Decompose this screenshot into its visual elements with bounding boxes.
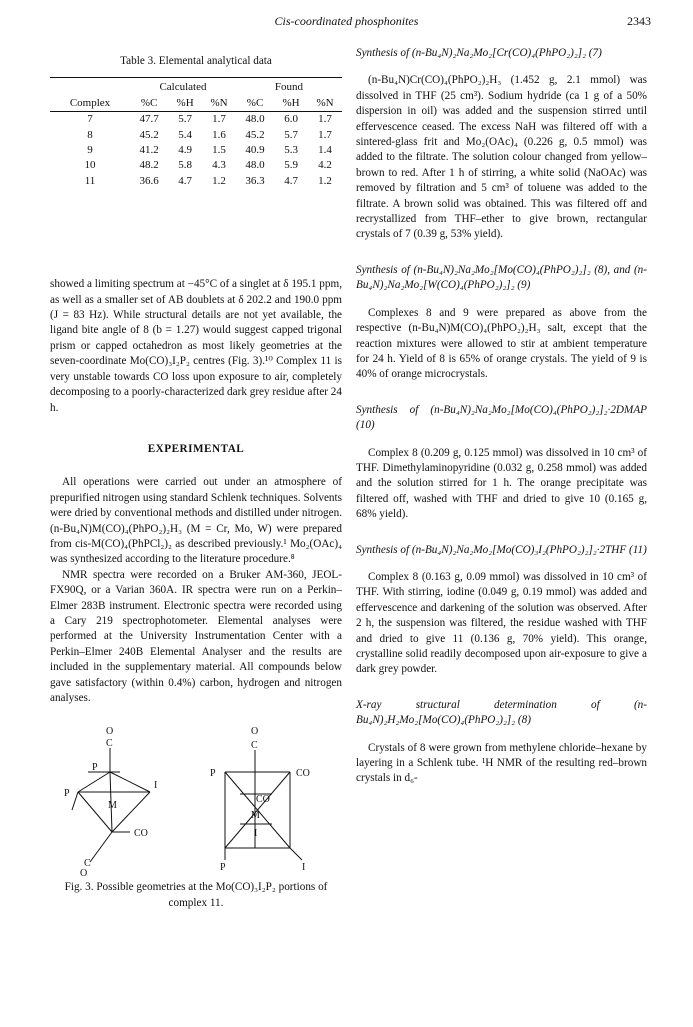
synthesis-11-body: Complex 8 (0.163 g, 0.09 mmol) was dissolved in 10 cm³ of THF. With stirring, iodine (0.049 g, 0.19 mmol) was added and effervescence and darkening of the solution was observed. After 2 h, the suspension was filtered, the residue washed with THF and dried to give 11 (0.136 g, 70% yield). This orange, crystalline solid readily decomposed upon air-exposure to give a dark grey powder.	[356, 570, 647, 676]
table-cell: 41.2	[139, 144, 159, 157]
table-cell: 5.7	[178, 113, 192, 126]
table-cell-complex: 11	[84, 174, 96, 187]
group-calculated: Calculated	[159, 81, 207, 94]
table-cell: 1.2	[212, 174, 226, 187]
fig-label-p: P	[92, 762, 98, 774]
table-row	[50, 112, 342, 128]
table-cell: 1.6	[212, 128, 226, 141]
experimental-heading: EXPERIMENTAL	[147, 442, 245, 455]
table-cell: 4.7	[284, 174, 298, 187]
table-cell: 40.9	[245, 144, 265, 157]
table-cell: 36.3	[245, 174, 265, 187]
table-cell: 5.8	[178, 159, 192, 172]
table-cell: 5.7	[284, 128, 298, 141]
table-cell-complex: 7	[87, 113, 93, 126]
experimental-paragraph-2: NMR spectra were recorded on a Bruker AM-360, JEOL-FX90Q, or a Varian 360A. IR spectra were run on a Perkin–Elmer 283B instrument. Electronic spectra were recorded using a Cary 219 spectrophotometer. Elemental analyses were performed at the University Instrumentation Center with a Perkin–Elmer 240B Elemental Analyser and the results are included in the supplementary material. All compounds below gave satisfactory (within 0.4%) carbon, hydrogen and nitrogen analyses.	[50, 568, 342, 704]
table-cell: 1.7	[318, 113, 332, 126]
fig-label-o: O	[106, 726, 114, 738]
fig-label-p: P	[210, 768, 216, 780]
xray-body: Crystals of 8 were grown from methylene chloride–hexane by layering in a Schlenk tube. ¹H NMR of the resulting red–brown crystals in d₆-	[356, 741, 647, 785]
figure-3-geometries	[50, 720, 342, 880]
table-cell: 45.2	[139, 128, 159, 141]
table-cell: 4.2	[318, 159, 332, 172]
synthesis-10-body: Complex 8 (0.209 g, 0.125 mmol) was dissolved in 10 cm³ of THF. Dimethylaminopyridine (0.032 g, 0.258 mmol) was added and the solution stirred for 1 h. The orange precipitate was filtered off, washed with THF and dried to give 10 (0.165 g, 68% yield).	[356, 446, 647, 521]
table-cell-complex: 10	[84, 159, 96, 172]
fig-label-c: C	[106, 738, 113, 750]
fig-label-i: I	[254, 828, 258, 840]
experimental-paragraph-1: All operations were carried out under an atmosphere of prepurified nitrogen using standard Schlenk techniques. Solvents were dried by conventional methods and distilled under nitrogen. (n-Bu₄N)M(CO)₄(PhPO₂)₂H₃ (M = Cr, Mo, W) were prepared from cis-M(CO)₄(PhPCl₂)₂ as described previously.¹ Mo₂(OAc)₄ was synthesized according to the literature procedure.⁸	[50, 476, 342, 566]
table-cell: 6.0	[284, 113, 298, 126]
fig-label-c: C	[251, 740, 258, 752]
elemental-analysis-table	[50, 77, 342, 189]
synthesis-8-9-heading: Synthesis of (n-Bu₄N)₂Na₂Mo₂[Mo(CO)₄(PhPO₂)₂]₂ (8), and (n-Bu₄N)₂Na₂Mo₂[W(CO)₄(PhPO₂)₂]₂ (9)	[356, 263, 647, 292]
running-header	[0, 14, 693, 30]
xray-heading: X-ray structural determination of (n-Bu₄N)₂H₂Mo₂[Mo(CO)₄(PhPO₂)₂]₂ (8)	[356, 698, 647, 727]
table-column-header: Complex %C %H %N %C %H %N	[50, 96, 342, 112]
table-caption: Table 3. Elemental analytical data	[120, 55, 272, 67]
table-cell: 4.7	[178, 174, 192, 187]
fig-label-c: C	[84, 858, 91, 870]
left-column	[50, 54, 342, 911]
table-cell: 45.2	[245, 128, 265, 141]
table-row	[50, 158, 342, 173]
col-complex: Complex	[50, 96, 130, 112]
synthesis-8-9-body: Complexes 8 and 9 were prepared as above from the respective (n-Bu₄N)M(CO)₄(PhPO₂)₂H₃ salt, except that the reaction mixtures were allowed to stir at ambient temperature for 24 h. Yield of 8 is 65% of orange crystals. The yield of 9 is 40% of orange microcrystals.	[356, 306, 647, 381]
table-body	[50, 112, 342, 190]
synthesis-7-body: (n-Bu₄N)Cr(CO)₄(PhPO₂)₂H₃ (1.452 g, 2.1 mmol) was dissolved in THF (25 cm³). Sodium hydride (ca 1 g of a 50% dispersion in oil) was added and the suspension stirred until effervescence ceased. The excess NaH was filtered off with a sintered-glass frit and Mo₂(OAc)₄ (0.226 g, 0.5 mmol) was added to the filtrate. The solution colour changed from yellow–brown to red. After 1 h of stirring, a white solid (NaOAc) was removed by filtration and 5 cm³ of toluene was added to the filtrate. A brown solid was obtained. This was filtered off and recrystallized from THF–ether to give brown, rectangular crystals of 7 (0.39 g, 53% yield).	[356, 74, 647, 241]
table-cell: 48.0	[245, 113, 265, 126]
fig-label-co: CO	[256, 794, 270, 806]
table-cell: 1.2	[318, 174, 332, 187]
fig-label-p: P	[220, 862, 226, 874]
discussion-paragraph: showed a limiting spectrum at −45°C of a singlet at δ 195.1 ppm, as well as a smaller set of AB doublets at δ 202.2 and 190.0 ppm (J = 83 Hz). While structural details are not yet available, the ligand bite angle of 8 (b = 1.27) would suggest capped trigonal prism or capped octahedron as most likely geometries at the seven-coordinate Mo(CO)₃I₂P₂ centres (Fig. 3).¹⁰ Complex 11 is very unstable towards CO loss upon exposure to air, completely decomposing to a poorly-characterized dark grey residue after 24 h.	[50, 278, 342, 414]
fig-label-p: P	[64, 788, 70, 800]
synthesis-11-heading: Synthesis of (n-Bu₄N)₂Na₂Mo₂[Mo(CO)₃I₂(PhPO₂)₂]₂·2THF (11)	[356, 543, 647, 556]
table-row	[50, 128, 342, 143]
table-cell: 4.3	[212, 159, 226, 172]
fig-label-o: O	[251, 726, 259, 738]
table-cell: 47.7	[139, 113, 159, 126]
fig-label-o: O	[80, 868, 88, 880]
geometry-drawings	[50, 720, 342, 880]
fig-label-m: M	[108, 800, 117, 812]
table-cell-complex: 9	[87, 144, 93, 157]
fig-label-m: M	[251, 810, 260, 822]
synthesis-7-heading: Synthesis of (n-Bu₄N)₂Na₂Mo₂[Cr(CO)₄(PhPO₂)₂]₂ (7)	[356, 47, 602, 59]
running-title: Cis-coordinated phosphonites	[274, 14, 419, 28]
fig-label-co: CO	[296, 768, 310, 780]
fig-label-i: I	[302, 862, 306, 874]
table-cell-complex: 8	[87, 128, 93, 141]
group-found: Found	[274, 81, 304, 94]
table-row	[50, 174, 342, 189]
table-cell: 1.4	[318, 144, 332, 157]
table-cell: 1.5	[212, 144, 226, 157]
page-number: 2343	[627, 14, 651, 28]
table-cell: 1.7	[318, 128, 332, 141]
synthesis-10-heading: Synthesis of (n-Bu₄N)₂Na₂Mo₂[Mo(CO)₄(PhPO₂)₂]₂·2DMAP (10)	[356, 403, 647, 432]
figure-caption: Fig. 3. Possible geometries at the Mo(CO)₃I₂P₂ portions of complex 11.	[64, 881, 328, 909]
fig-label-co: CO	[134, 828, 148, 840]
table-group-header	[50, 80, 342, 95]
table-cell: 36.6	[139, 174, 159, 187]
table-cell: 48.0	[245, 159, 265, 172]
table-cell: 4.9	[178, 144, 192, 157]
table-cell: 48.2	[139, 159, 159, 172]
table-row	[50, 143, 342, 158]
table-cell: 5.4	[178, 128, 192, 141]
table-cell: 5.9	[284, 159, 298, 172]
fig-label-i: I	[154, 780, 158, 792]
right-column	[356, 47, 647, 787]
table-cell: 1.7	[212, 113, 226, 126]
table-cell: 5.3	[284, 144, 298, 157]
